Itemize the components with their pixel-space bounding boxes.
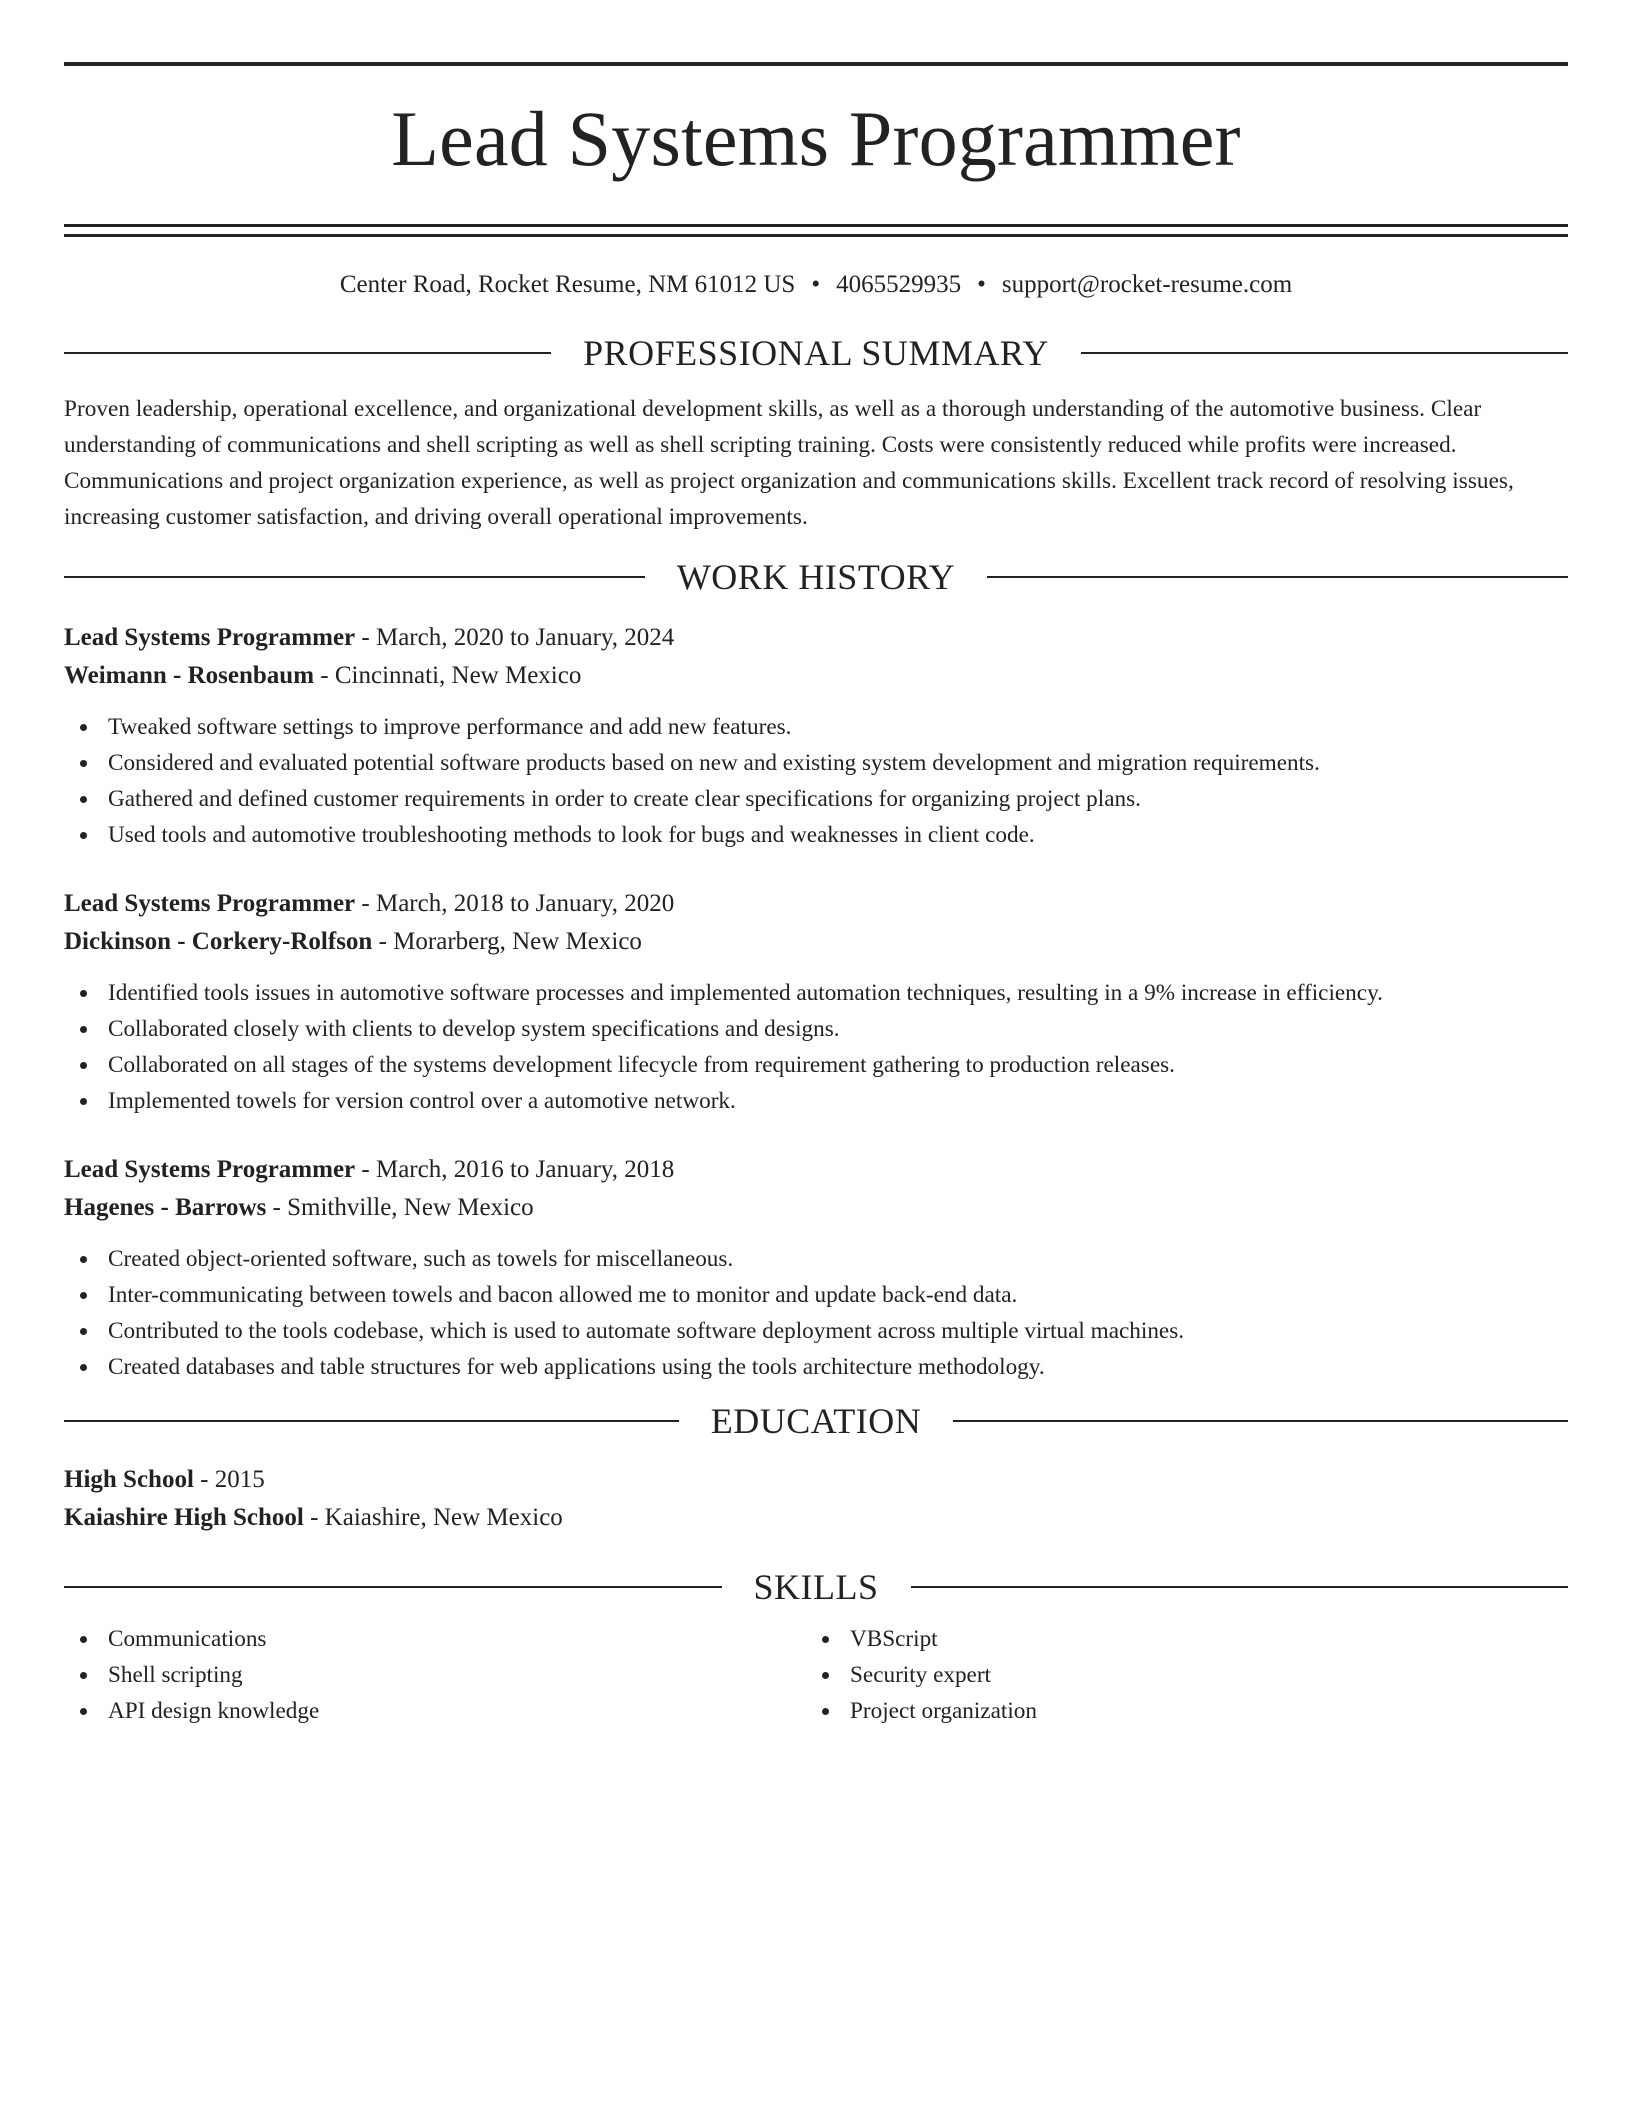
double-rule (64, 224, 1568, 237)
job-title: Lead Systems Programmer (64, 890, 356, 917)
skill-text: API design knowledge (108, 1698, 320, 1724)
education-school: Kaiashire High School (64, 1504, 304, 1531)
list-item (64, 781, 1568, 817)
skill-text: Communications (108, 1626, 267, 1652)
work-section-header (64, 555, 1568, 599)
job-dates: - March, 2020 to January, 2024 (355, 624, 675, 651)
job-title: Lead Systems Programmer (64, 624, 356, 651)
list-item (64, 817, 1568, 853)
list-item (64, 1083, 1568, 1119)
contact-email: support@rocket-resume.com (1001, 271, 1293, 298)
list-item (806, 1621, 1548, 1657)
section-rule (64, 1586, 722, 1588)
education-year: - 2015 (193, 1466, 265, 1493)
bullet-text: Contributed to the tools codebase, which is used to automate software deployment across multiple virtual machines. (108, 1318, 1185, 1344)
list-item (64, 975, 1568, 1011)
bullet-icon (822, 1636, 829, 1643)
job-entry (64, 885, 1568, 1119)
list-item (806, 1693, 1548, 1729)
list-item (64, 709, 1568, 745)
skill-text: VBScript (850, 1626, 938, 1652)
section-rule (64, 576, 645, 578)
job-title: Lead Systems Programmer (64, 1156, 356, 1183)
job-entry (64, 1151, 1568, 1385)
bullet-text: Created object-oriented software, such as towels for miscellaneous. (108, 1246, 734, 1272)
section-rule (953, 1420, 1568, 1422)
job-title-line (64, 885, 1568, 923)
bullet-icon (80, 724, 87, 731)
education-entry (64, 1461, 1568, 1537)
bullet-icon (80, 760, 87, 767)
resume-name: Lead Systems Programmer (391, 95, 1241, 182)
job-dates: - March, 2016 to January, 2018 (355, 1156, 675, 1183)
bullet-text: Considered and evaluated potential software products based on new and existing system development and migration requirements. (108, 750, 1320, 776)
education-location: - Kaiashire, New Mexico (303, 1504, 563, 1531)
list-item (64, 1313, 1568, 1349)
bullet-text: Collaborated on all stages of the systems development lifecycle from requirement gathering to production releases. (108, 1052, 1175, 1078)
education-degree: High School (64, 1466, 194, 1493)
skills-section-header (64, 1565, 1568, 1609)
section-rule (64, 1420, 679, 1422)
bullet-icon (80, 1026, 87, 1033)
bullet-icon (80, 1708, 87, 1715)
skill-text: Security expert (850, 1662, 992, 1688)
job-dates: - March, 2018 to January, 2020 (355, 890, 675, 917)
list-item (64, 1657, 806, 1693)
bullet-text: Gathered and defined customer requirements in order to create clear specifications for organizing project plans. (108, 786, 1141, 812)
job-title-line (64, 1151, 1568, 1189)
education-degree-line (64, 1461, 1568, 1499)
list-item (64, 1693, 806, 1729)
list-item (64, 1047, 1568, 1083)
education-school-line (64, 1499, 1568, 1537)
job-entry (64, 619, 1568, 853)
job-company-line (64, 1189, 1568, 1227)
job-title-line (64, 619, 1568, 657)
bullet-icon (822, 1708, 829, 1715)
job-bullets (64, 709, 1568, 853)
bullet-icon (80, 990, 87, 997)
top-rule (64, 62, 1568, 66)
job-company: Weimann - Rosenbaum (64, 662, 315, 689)
job-bullets (64, 975, 1568, 1119)
bullet-icon (80, 1062, 87, 1069)
section-rule (1081, 352, 1568, 354)
section-rule (987, 576, 1568, 578)
job-company-line (64, 923, 1568, 961)
bullet-icon (822, 1672, 829, 1679)
job-location: - Cincinnati, New Mexico (314, 662, 582, 689)
bullet-icon (80, 832, 87, 839)
bullet-icon (80, 1256, 87, 1263)
section-rule (64, 352, 551, 354)
bullet-icon (80, 1098, 87, 1105)
contact-separator: • (811, 271, 821, 298)
skill-text: Shell scripting (108, 1662, 243, 1688)
skills-column-right (806, 1621, 1548, 1729)
list-item (806, 1657, 1548, 1693)
list-item (64, 1011, 1568, 1047)
bullet-text: Created databases and table structures for web applications using the tools architecture methodology. (108, 1354, 1045, 1380)
job-bullets (64, 1241, 1568, 1385)
list-item (64, 1277, 1568, 1313)
list-item (64, 745, 1568, 781)
bullet-text: Implemented towels for version control over a automotive network. (108, 1088, 736, 1114)
bullet-icon (80, 1328, 87, 1335)
bullet-text: Inter-communicating between towels and bacon allowed me to monitor and update back-end data. (108, 1282, 1018, 1308)
summary-heading: PROFESSIONAL SUMMARY (583, 333, 1049, 373)
summary-text: Proven leadership, operational excellence, and organizational development skills, as well as a thorough understanding of the automotive business. Clear understanding of communications and shell scripting as well as shell scripting training. Costs were consistently reduced while profits were increased. Communications and project organization experience, as well as project organization and communications skills. Excellent track record of resolving issues, increasing customer satisfaction, and driving overall operational improvements. (64, 396, 1514, 530)
skills-column-left (64, 1621, 806, 1729)
skills-list (64, 1621, 1568, 1729)
job-company-line (64, 657, 1568, 695)
list-item (64, 1349, 1568, 1385)
summary-section-header (64, 331, 1568, 375)
list-item (64, 1241, 1568, 1277)
contact-address: Center Road, Rocket Resume, NM 61012 US (339, 271, 796, 298)
job-company: Hagenes - Barrows (64, 1194, 267, 1221)
bullet-text: Identified tools issues in automotive software processes and implemented automation techniques, resulting in a 9% increase in efficiency. (108, 980, 1383, 1006)
job-company: Dickinson - Corkery-Rolfson (64, 928, 373, 955)
bullet-text: Collaborated closely with clients to develop system specifications and designs. (108, 1016, 840, 1042)
work-heading: WORK HISTORY (676, 557, 956, 597)
skill-text: Project organization (850, 1698, 1037, 1724)
skills-heading: SKILLS (753, 1567, 879, 1607)
contact-line (64, 270, 1568, 300)
bullet-icon (80, 1292, 87, 1299)
list-item (64, 1621, 806, 1657)
bullet-text: Used tools and automotive troubleshooting methods to look for bugs and weaknesses in client code. (108, 822, 1035, 848)
contact-separator: • (977, 271, 986, 298)
education-heading: EDUCATION (710, 1401, 922, 1441)
contact-phone: 4065529935 (836, 271, 962, 298)
bullet-icon (80, 1636, 87, 1643)
bullet-icon (80, 1364, 87, 1371)
job-location: - Smithville, New Mexico (266, 1194, 534, 1221)
job-location: - Morarberg, New Mexico (372, 928, 642, 955)
education-section-header (64, 1399, 1568, 1443)
bullet-icon (80, 1672, 87, 1679)
bullet-icon (80, 796, 87, 803)
bullet-text: Tweaked software settings to improve performance and add new features. (108, 714, 792, 740)
section-rule (911, 1586, 1569, 1588)
